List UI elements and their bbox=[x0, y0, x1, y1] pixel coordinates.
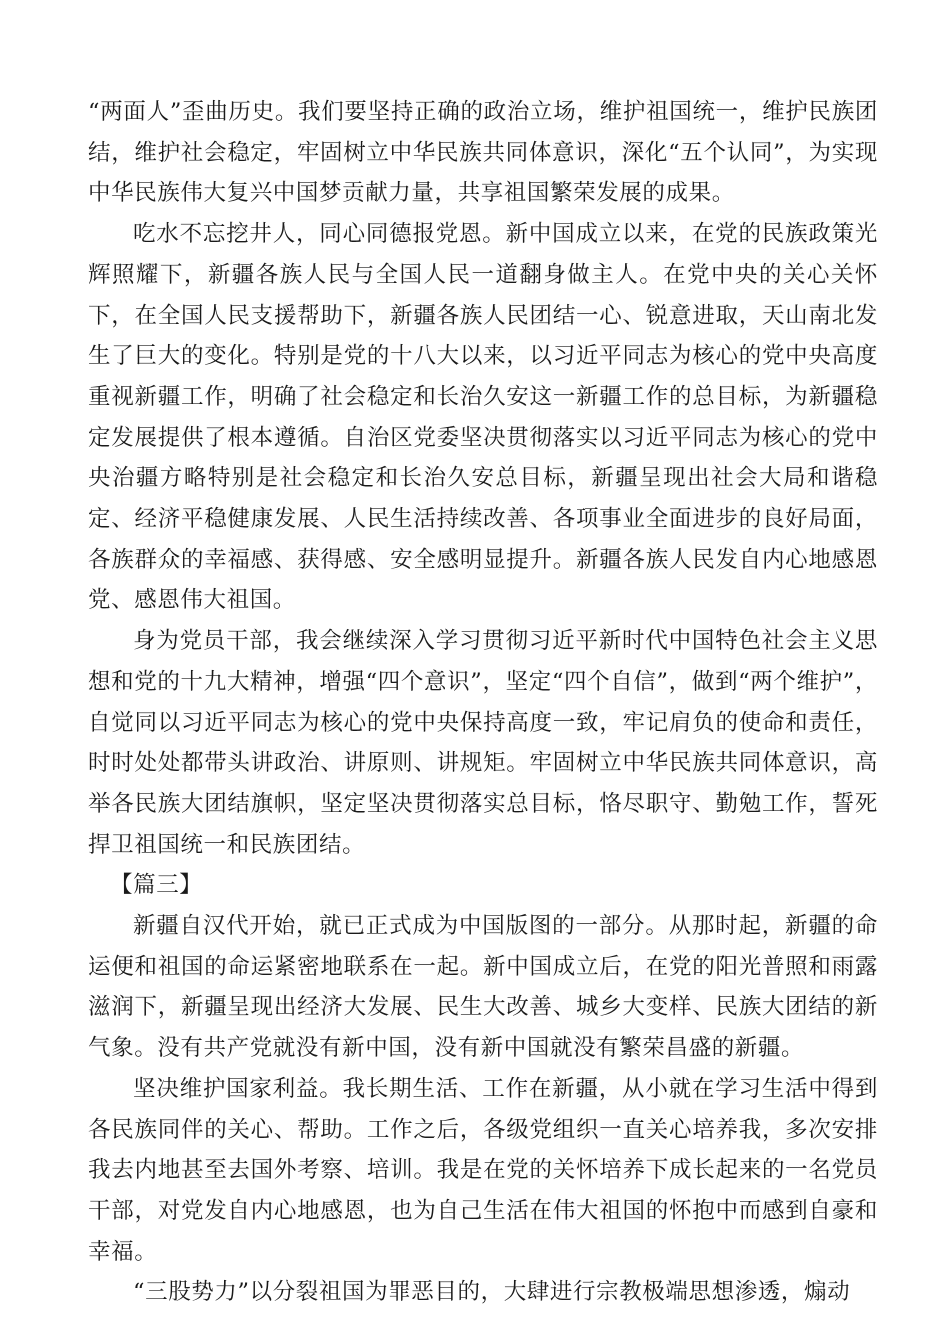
paragraph-national-interest: 坚决维护国家利益。我长期生活、工作在新疆，从小就在学习生活中得到各民族同伴的关心、帮助。工作之后，各级党组织一直关心培养我，多次安排我去内地甚至去国外考察、培训。我是在党的关怀培养下成长起来的一名党员干部，对党发自内心地感恩，也为自己生活在伟大祖国的怀抱中而感到自豪和幸福。 bbox=[88, 1075, 878, 1265]
paragraph-history: 新疆自汉代开始，就已正式成为中国版图的一部分。从那时起，新疆的命运便和祖国的命运紧密地联系在一起。新中国成立后，在党的阳光普照和雨露滋润下，新疆呈现出经济大发展、民生大改善、城乡大变样、民族大团结的新气象。没有共产党就没有新中国，没有新中国就没有繁荣昌盛的新疆。 bbox=[88, 913, 878, 1062]
paragraph-continuation: “两面人”歪曲历史。我们要坚持正确的政治立场，维护祖国统一，维护民族团结，维护社会稳定，牢固树立中华民族共同体意识，深化“五个认同”，为实现中华民族伟大复兴中国梦贡献力量，共享祖国繁荣发展的成果。 bbox=[88, 99, 878, 207]
paragraph-party-cadre: 身为党员干部，我会继续深入学习贯彻习近平新时代中国特色社会主义思想和党的十九大精神，增强“四个意识”，坚定“四个自信”，做到“两个维护”，自觉同以习近平同志为核心的党中央保持高度一致，牢记肩负的使命和责任，时时处处都带头讲政治、讲原则、讲规矩。牢固树立中华民族共同体意识，高举各民族大团结旗帜，坚定坚决贯彻落实总目标，恪尽职守、勤勉工作，誓死捍卫祖国统一和民族团结。 bbox=[88, 628, 878, 858]
document-body bbox=[88, 92, 878, 1313]
paragraph-gratitude: 吃水不忘挖井人，同心同德报党恩。新中国成立以来，在党的民族政策光辉照耀下，新疆各族人民与全国人民一道翻身做主人。在党中央的关心关怀下，在全国人民支援帮助下，新疆各族人民团结一心、锐意进取，天山南北发生了巨大的变化。特别是党的十八大以来，以习近平同志为核心的党中央高度重视新疆工作，明确了社会稳定和长治久安这一新疆工作的总目标，为新疆稳定发展提供了根本遵循。自治区党委坚决贯彻落实以习近平同志为核心的党中央治疆方略特别是社会稳定和长治久安总目标，新疆呈现出社会大局和谐稳定、经济平稳健康发展、人民生活持续改善、各项事业全面进步的良好局面，各族群众的幸福感、获得感、安全感明显提升。新疆各族人民发自内心地感恩党、感恩伟大祖国。 bbox=[88, 221, 878, 614]
paragraph-three-forces: “三股势力”以分裂祖国为罪恶目的，大肆进行宗教极端思想渗透，煽动 bbox=[133, 1279, 851, 1306]
section-heading: 【篇三】 bbox=[110, 872, 203, 899]
